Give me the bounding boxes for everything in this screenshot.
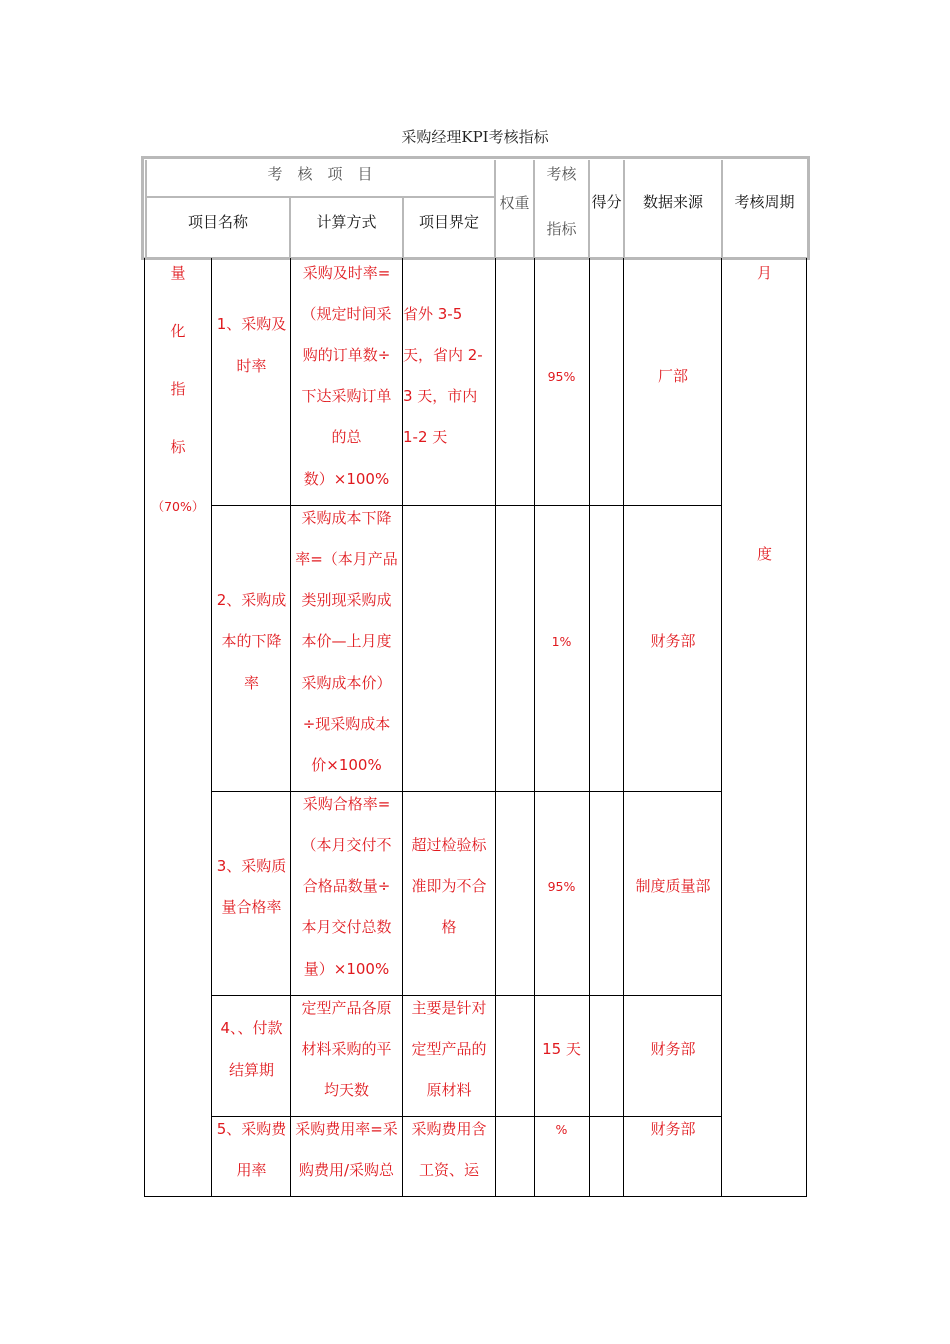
row4-name-line2: 结算期 bbox=[228, 1061, 274, 1079]
header-item-scope: 项目界定 bbox=[418, 213, 479, 231]
row3-calc-line4: 本月交付总数 bbox=[301, 918, 392, 936]
row1-scope-line3: 3 天，市内 bbox=[403, 387, 478, 405]
row5-source: 财务部 bbox=[650, 1120, 696, 1138]
row5-calc-line1: 采购费用率=采 bbox=[295, 1120, 398, 1138]
row3-name-line1: 3、采购质 bbox=[216, 857, 287, 875]
row4-calc-line3: 均天数 bbox=[323, 1081, 369, 1099]
row2-calc-line1: 采购成本下降 bbox=[301, 509, 392, 527]
row3-calc-line3: 合格品数量÷ bbox=[302, 877, 391, 895]
row3-scope-line3: 格 bbox=[441, 918, 457, 936]
header-calc-method: 计算方式 bbox=[316, 213, 377, 231]
body-vline-5 bbox=[589, 258, 590, 1196]
body-right-border bbox=[806, 258, 807, 1196]
row5-scope-line1: 采购费用含 bbox=[411, 1120, 487, 1138]
row2-calc-line5: 采购成本价） bbox=[301, 674, 392, 692]
row3-source: 制度质量部 bbox=[635, 877, 711, 895]
row4-scope-line1: 主要是针对 bbox=[411, 999, 487, 1017]
row5-name-line2: 用率 bbox=[236, 1161, 267, 1179]
row2-source: 财务部 bbox=[650, 632, 696, 650]
row4-calc-line2: 材料采购的平 bbox=[301, 1040, 392, 1058]
row-separator-0 bbox=[211, 505, 721, 506]
row3-calc-line5: 量）×100% bbox=[303, 960, 390, 978]
category-char-2: 化 bbox=[170, 322, 186, 340]
row3-calc-line1: 采购合格率= bbox=[302, 795, 391, 813]
header-right-border bbox=[807, 156, 810, 260]
row5-name-line1: 5、采购费 bbox=[216, 1120, 287, 1138]
row2-calc-line3: 类别现采购成 bbox=[301, 591, 392, 609]
document-title: 采购经理KPI考核指标 bbox=[401, 128, 549, 146]
row-separator-1 bbox=[211, 791, 721, 792]
row3-scope-line2: 准即为不合 bbox=[411, 877, 487, 895]
category-char-3: 指 bbox=[170, 380, 186, 398]
row1-target: 95% bbox=[547, 369, 576, 384]
row4-source: 财务部 bbox=[650, 1040, 696, 1058]
row4-target: 15 天 bbox=[542, 1040, 581, 1058]
body-vline-6 bbox=[623, 258, 624, 1196]
header-data-source: 数据来源 bbox=[642, 193, 703, 211]
header-score: 得分 bbox=[591, 193, 622, 211]
row4-scope-line2: 定型产品的 bbox=[411, 1040, 487, 1058]
category-weight-percent: （70%） bbox=[151, 499, 205, 514]
header-period: 考核周期 bbox=[734, 193, 795, 211]
row1-calc-line3: 购的订单数÷ bbox=[302, 346, 391, 364]
row1-scope-line4: 1-2 天 bbox=[403, 428, 448, 446]
row1-calc-line4: 下达采购订单 bbox=[301, 387, 392, 405]
row2-name-line1: 2、采购成 bbox=[216, 591, 287, 609]
row1-source: 厂部 bbox=[657, 367, 688, 385]
header-target-line1: 考核 bbox=[546, 165, 577, 183]
row5-calc-line2: 购费用/采购总 bbox=[298, 1161, 395, 1179]
row2-target: 1% bbox=[551, 634, 572, 649]
row2-calc-line7: 价×100% bbox=[311, 756, 382, 774]
body-vline-7 bbox=[721, 258, 722, 1196]
row1-name-line2: 时率 bbox=[236, 357, 267, 375]
row1-scope-line2: 天，省内 2- bbox=[403, 346, 483, 364]
row1-calc-line1: 采购及时率= bbox=[302, 264, 391, 282]
row5-target: % bbox=[555, 1122, 568, 1137]
row4-calc-line1: 定型产品各原 bbox=[301, 999, 392, 1017]
header-target-line2: 指标 bbox=[546, 220, 577, 238]
row4-name-line1: 4、、付款 bbox=[220, 1019, 283, 1037]
row1-name-line1: 1、采购及 bbox=[216, 315, 287, 333]
period-month: 月 bbox=[756, 264, 772, 282]
row3-calc-line2: （本月交付不 bbox=[301, 836, 392, 854]
header-group-label: 考 核 项 目 bbox=[267, 165, 373, 183]
row2-calc-line2: 率=（本月产品 bbox=[295, 550, 398, 568]
header-bottom-border bbox=[141, 257, 810, 260]
period-degree: 度 bbox=[756, 545, 772, 563]
body-vline-3 bbox=[495, 258, 496, 1196]
category-char-4: 标 bbox=[170, 438, 186, 456]
row3-scope-line1: 超过检验标 bbox=[411, 836, 487, 854]
row1-scope-line1: 省外 3-5 bbox=[403, 305, 463, 323]
row5-scope-line2: 工资、运 bbox=[418, 1161, 479, 1179]
header-left-border bbox=[141, 156, 144, 260]
body-bottom-border bbox=[144, 1196, 807, 1197]
row1-calc-line6: 数）×100% bbox=[303, 470, 390, 488]
row3-target: 95% bbox=[547, 879, 576, 894]
header-weight: 权重 bbox=[499, 194, 530, 212]
row1-calc-line2: （规定时间采 bbox=[301, 305, 392, 323]
header-item-name: 项目名称 bbox=[187, 213, 248, 231]
body-vline-0 bbox=[211, 258, 212, 1196]
category-char-1: 量 bbox=[170, 264, 186, 282]
row2-name-line3: 率 bbox=[243, 674, 259, 692]
row2-calc-line6: ÷现采购成本 bbox=[302, 715, 391, 733]
header-group-divider bbox=[145, 196, 496, 198]
row2-name-line2: 本的下降 bbox=[221, 632, 282, 650]
row1-calc-line5: 的总 bbox=[331, 428, 362, 446]
row2-calc-line4: 本价—上月度 bbox=[301, 632, 392, 650]
row4-scope-line3: 原材料 bbox=[426, 1081, 472, 1099]
row3-name-line2: 量合格率 bbox=[221, 898, 282, 916]
